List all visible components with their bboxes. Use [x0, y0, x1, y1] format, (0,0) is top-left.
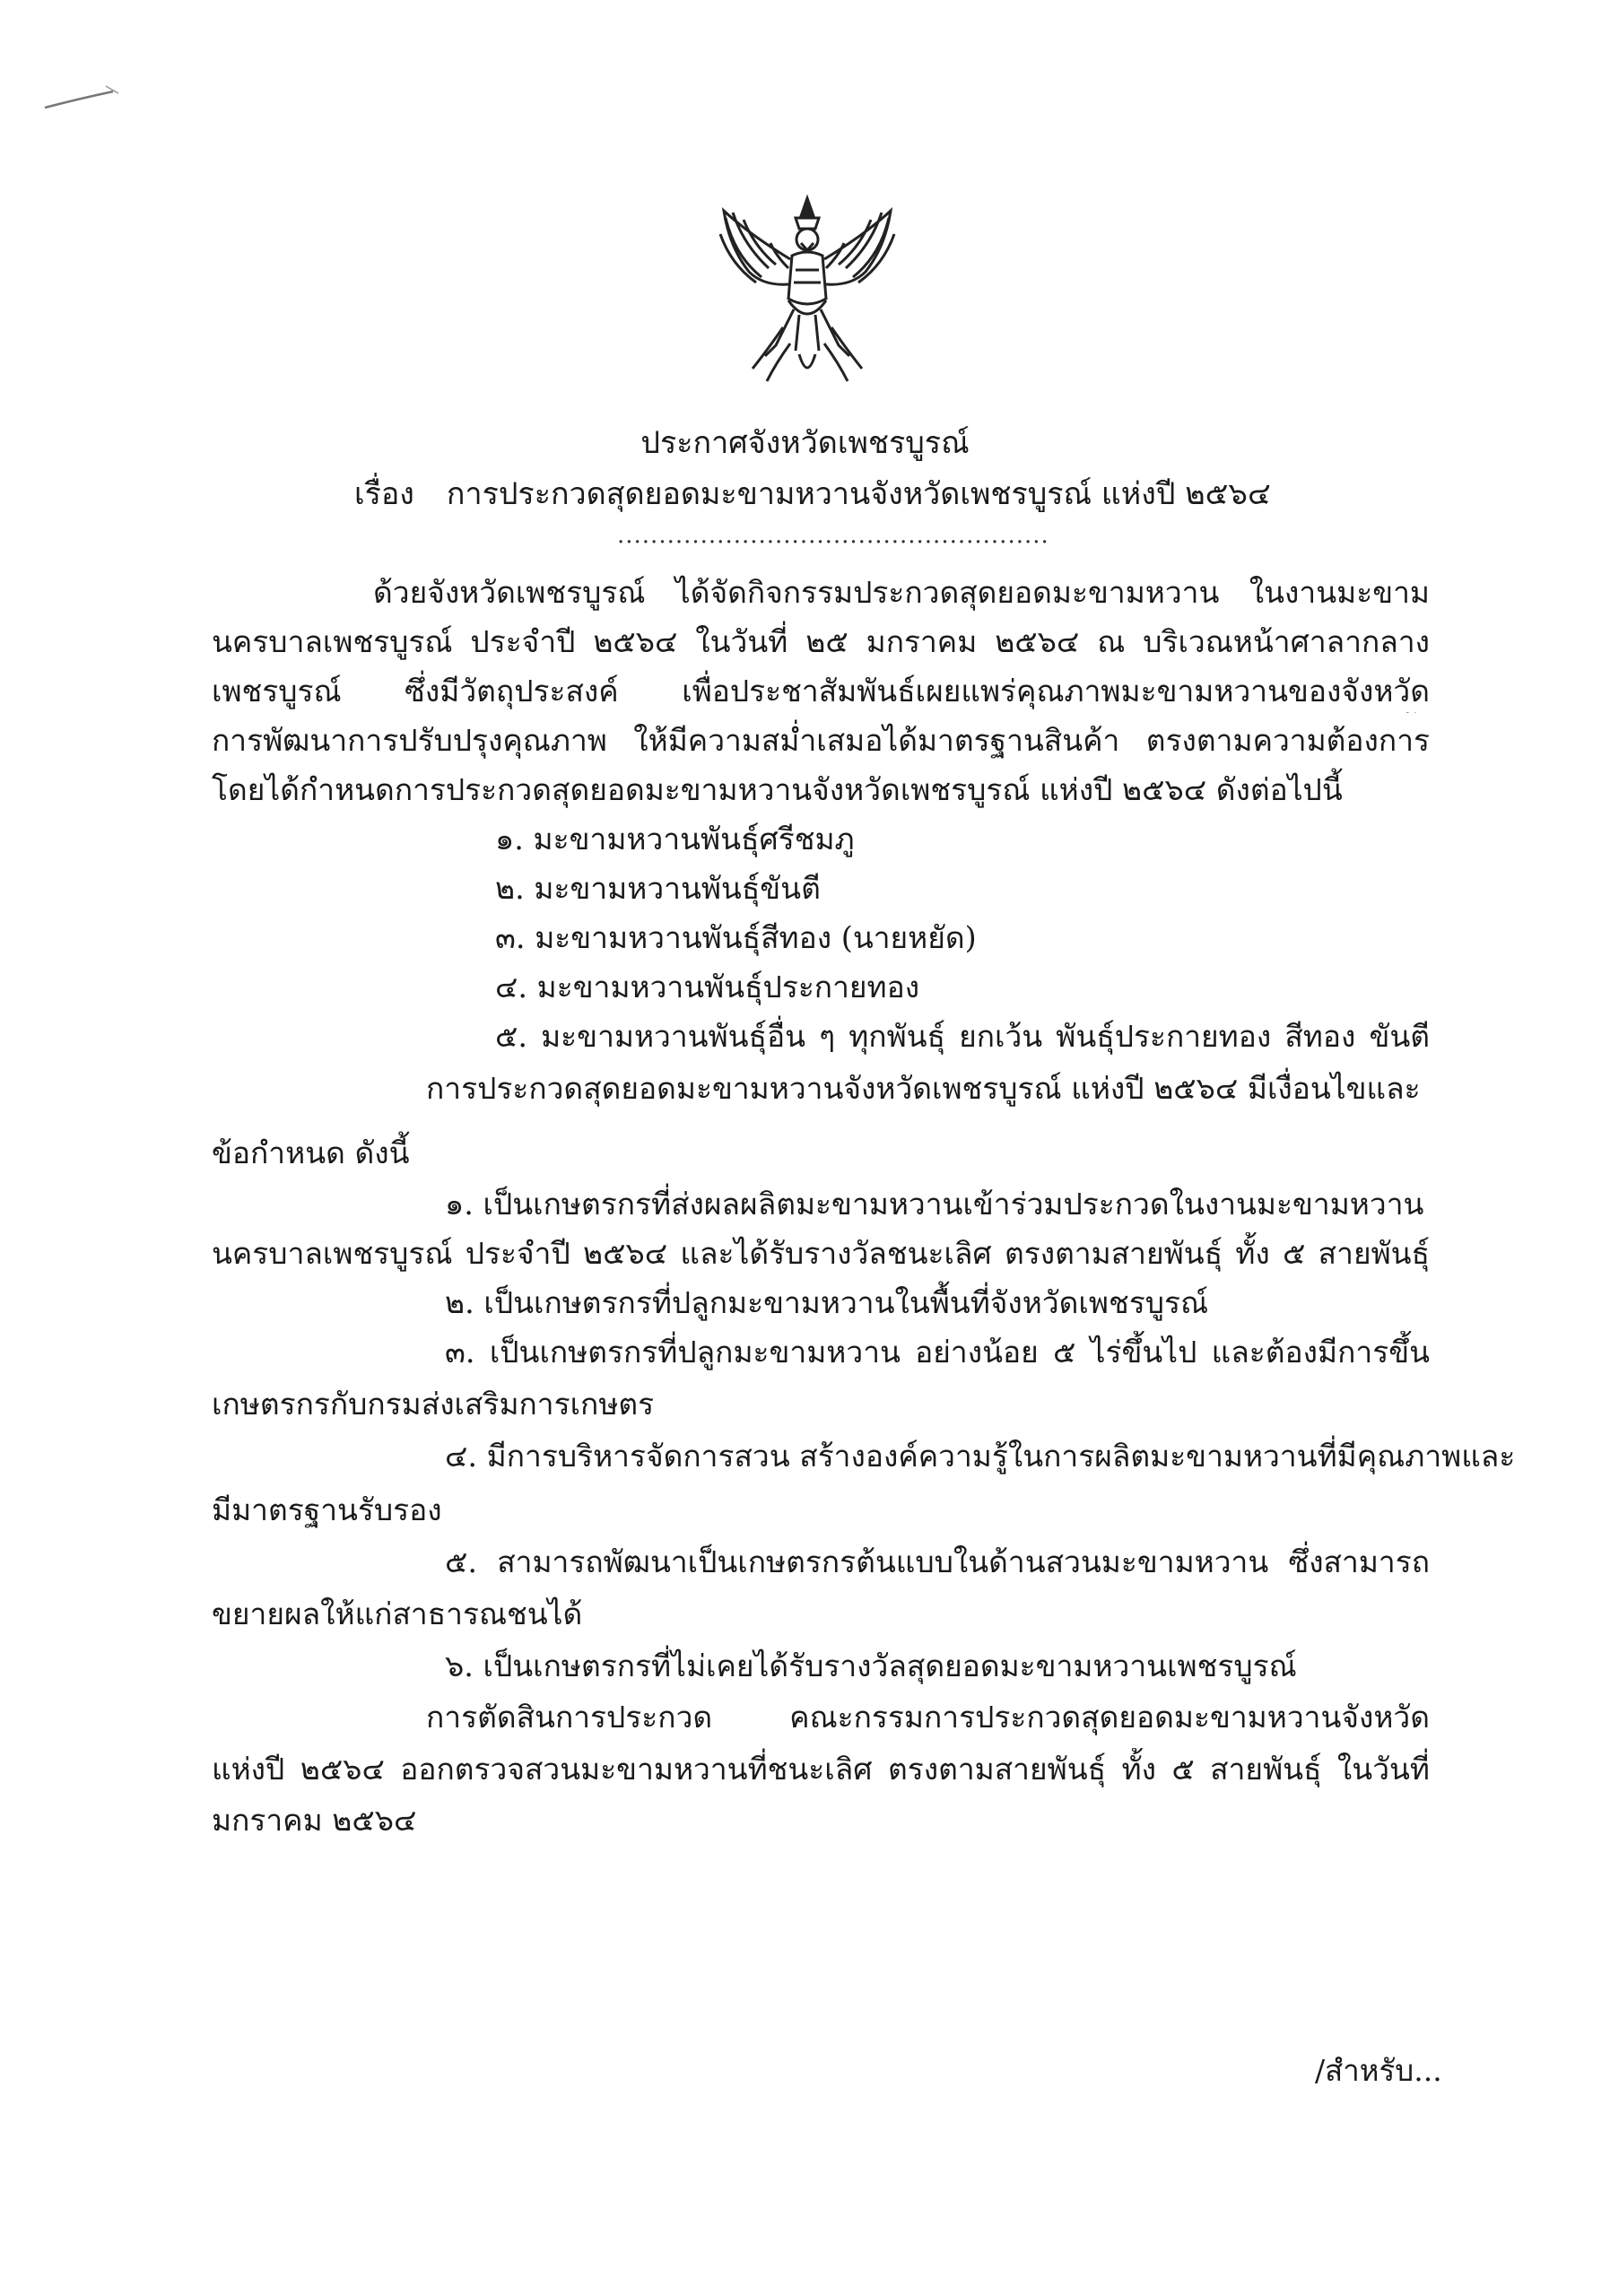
body-line: ข้อกำหนด ดังนี้ [212, 1135, 410, 1170]
condition-item: ๔. มีการบริหารจัดการสวน สร้างองค์ความรู้ในการผลิตมะขามหวานที่มีคุณภาพและ [445, 1439, 1516, 1474]
body-line: ขยายผลให้แก่สาธารณชนได้ [212, 1596, 583, 1631]
subject-label: เรื่อง [354, 476, 414, 512]
subject-text: การประกวดสุดยอดมะขามหวานจังหวัดเพชรบูรณ์ แห่งปี ๒๕๖๔ [446, 476, 1271, 512]
condition-item: ๕. สามารถพัฒนาเป็นเกษตรกรต้นแบบในด้านสวนมะขามหวาน ซึ่งสามารถ [445, 1544, 1430, 1579]
dotted-separator: .................................................... [617, 522, 1049, 549]
variety-item: ๔. มะขามหวานพันธุ์ประกายทอง [495, 970, 920, 1004]
announcement-subject [354, 473, 1271, 516]
variety-item: ๑. มะขามหวานพันธุ์ศรีชมภู [495, 822, 855, 857]
variety-item: ๓. มะขามหวานพันธุ์สีทอง (นายหยัด) [495, 920, 977, 955]
continuation-marker: /สำหรับ... [1315, 2053, 1442, 2088]
body-line: ด้วยจังหวัดเพชรบูรณ์ ได้จัดกิจกรรมประกวดสุดยอดมะขามหวาน ในงานมะขาม [373, 575, 1430, 610]
variety-item: ๒. มะขามหวานพันธุ์ขันตี [495, 871, 821, 906]
variety-item: ๕. มะขามหวานพันธุ์อื่น ๆ ทุกพันธุ์ ยกเว้น พันธุ์ประกายทอง สีทอง ขันตี [495, 1019, 1430, 1054]
body-line: โดยได้กำหนดการประกวดสุดยอดมะขามหวานจังหวัดเพชรบูรณ์ แห่งปี ๒๕๖๔ ดังต่อไปนี้ [212, 772, 1343, 807]
body-line: นครบาลเพชรบูรณ์ ประจำปี ๒๕๖๔ และได้รับรางวัลชนะเลิศ ตรงตามสายพันธุ์ ทั้ง ๕ สายพันธุ์ [212, 1236, 1430, 1271]
body-line: นครบาลเพชรบูรณ์ ประจำปี ๒๕๖๔ ในวันที่ ๒๕ มกราคม ๒๕๖๔ ณ บริเวณหน้าศาลากลาง [212, 624, 1430, 659]
body-line: การประกวดสุดยอดมะขามหวานจังหวัดเพชรบูรณ์ แห่งปี ๒๕๖๔ มีเงื่อนไขและ [426, 1071, 1421, 1106]
body-line: แห่งปี ๒๕๖๔ ออกตรวจสวนมะขามหวานที่ชนะเลิศ ตรงตามสายพันธุ์ ทั้ง ๕ สายพันธุ์ ในวันที่ [212, 1752, 1430, 1787]
body-line: มีมาตรฐานรับรอง [212, 1492, 442, 1527]
garuda-emblem-icon [713, 193, 901, 390]
stray-pen-mark [43, 83, 124, 118]
announcement-title: ประกาศจังหวัดเพชรบูรณ์ [640, 425, 970, 461]
condition-item: ๓. เป็นเกษตรกรที่ปลูกมะขามหวาน อย่างน้อย ๕ ไร่ขึ้นไป และต้องมีการขึ้น [445, 1335, 1430, 1370]
body-line: การพัฒนาการปรับปรุงคุณภาพ ให้มีความสม่ำเสมอได้มาตรฐานสินค้า ตรงตามความต้องการ [212, 723, 1430, 758]
body-line: มกราคม ๒๕๖๔ [212, 1803, 417, 1838]
body-line: การตัดสินการประกวด คณะกรรมการประกวดสุดยอดมะขามหวานจังหวัด [426, 1700, 1430, 1735]
body-line: เกษตรกรกับกรมส่งเสริมการเกษตร [212, 1387, 655, 1422]
condition-item: ๖. เป็นเกษตรกรที่ไม่เคยได้รับรางวัลสุดยอดมะขามหวานเพชรบูรณ์ [445, 1648, 1297, 1683]
body-line: เพชรบูรณ์ ซึ่งมีวัตถุประสงค์ เพื่อประชาสัมพันธ์เผยแพร่คุณภาพมะขามหวานของจังหวัด [212, 674, 1430, 709]
condition-item: ๑. เป็นเกษตรกรที่ส่งผลผลิตมะขามหวานเข้าร่วมประกวดในงานมะขามหวาน [445, 1187, 1424, 1222]
condition-item: ๒. เป็นเกษตรกรที่ปลูกมะขามหวานในพื้นที่จังหวัดเพชรบูรณ์ [445, 1285, 1209, 1320]
